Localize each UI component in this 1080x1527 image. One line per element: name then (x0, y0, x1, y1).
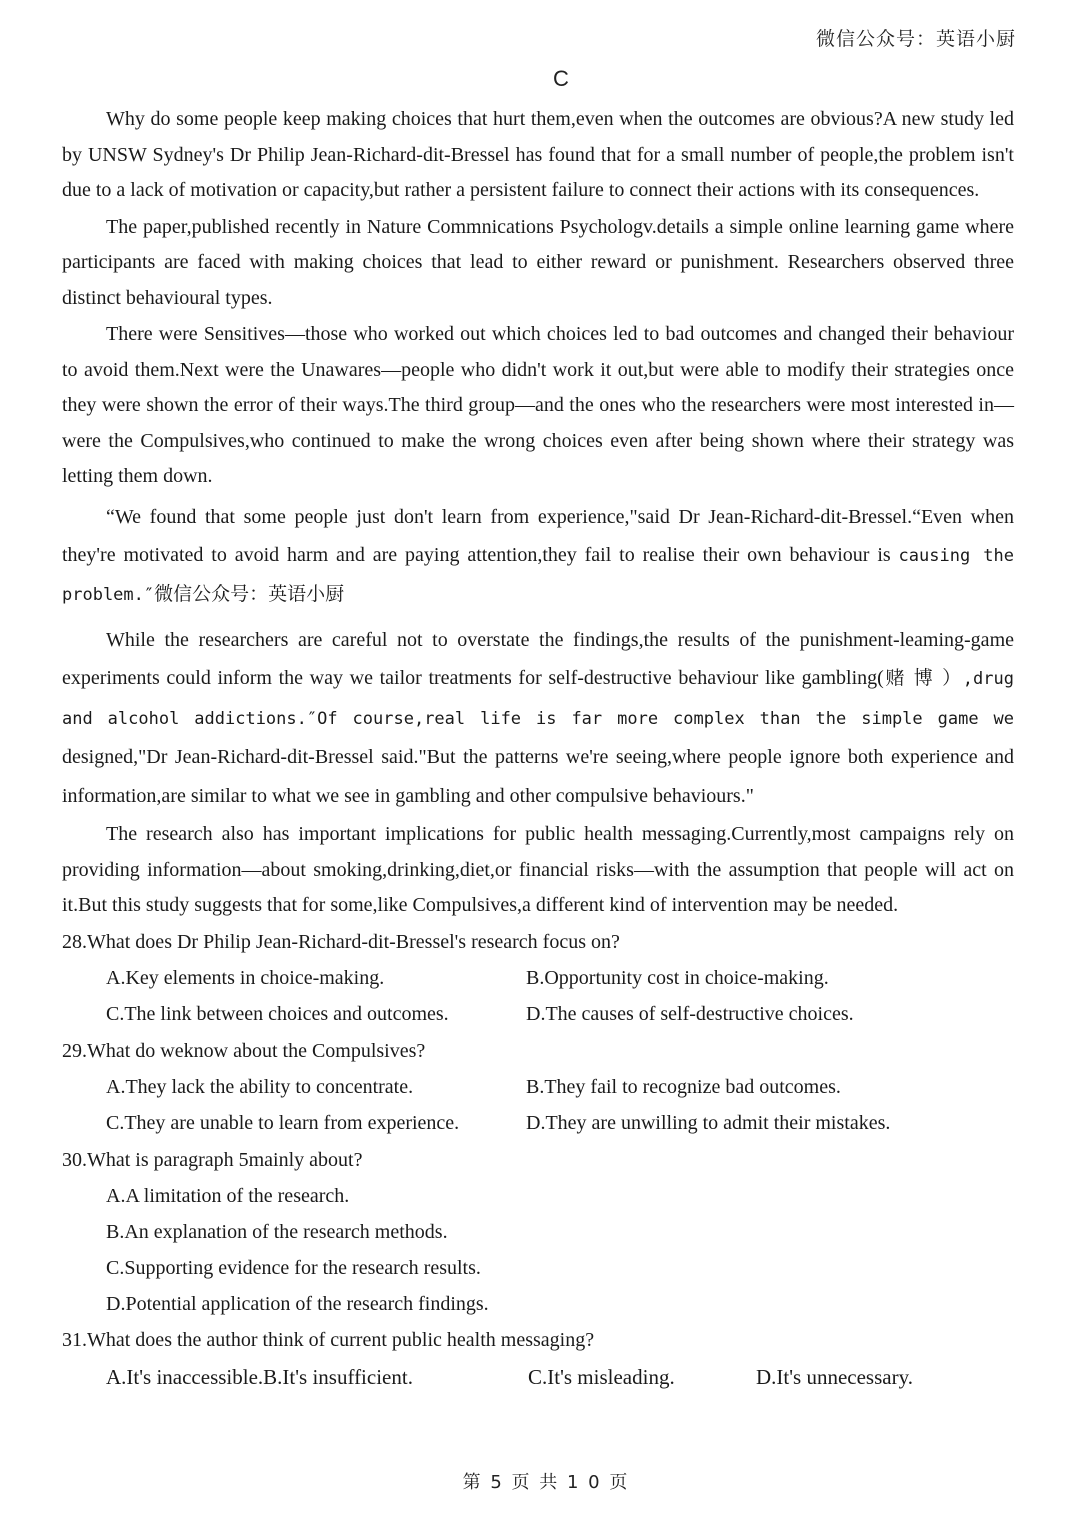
question-31 (62, 1322, 1014, 1396)
question-31-stem: 31.What does the author think of current public health messaging? (62, 1328, 595, 1351)
option-31-ab[interactable]: A.It's inaccessible.B.It's insufficient. (106, 1364, 413, 1389)
option-29-b[interactable]: B.They fail to recognize bad outcomes. (526, 1075, 841, 1098)
page-footer: 第 5 页 共 1 0 页 (462, 1472, 630, 1493)
option-31-c[interactable]: C.It's misleading. (528, 1364, 675, 1389)
paragraph-1: Why do some people keep making choices that hurt them,even when the outcomes are obvious?A new study led by UNSW Sydney's Dr Philip Jean-Richard-dit-Bressel has found that for a small number of people,the problem isn't due to a lack of motivation or capacity,but rather a persistent failure to connect their actions with its consequences. (62, 108, 1014, 201)
paragraph-2: The paper,published recently in Nature Commnications Psychologv.details a simple online learning game where participants are faced with making choices that lead to either reward or punishment. Researchers observed three distinct behavioural types. (62, 215, 1014, 309)
paragraph-5-start: While the researchers are careful not to overstate the findings,the results of the punishment-leaming-game experiments could inform the way we tailor treatments for self-destructive behaviour like gambling( (62, 628, 1014, 689)
inline-watermark: 微信公众号：英语小厨 (154, 582, 345, 605)
option-30-b[interactable]: B.An explanation of the research methods. (106, 1220, 448, 1243)
question-29-row-1 (62, 1069, 1014, 1106)
question-31-row (62, 1358, 1014, 1396)
paragraph-5-mono: ,drug and alcohol addictions.″Of course,real life is far more complex than the simple game we (62, 669, 1014, 729)
header-watermark: 微信公众号：英语小厨 (815, 28, 1016, 50)
paragraph-5-cjk: 赌 博 ） (883, 667, 963, 689)
option-30-c[interactable]: C.Supporting evidence for the research results. (106, 1256, 481, 1279)
paragraph-5 (62, 621, 1014, 816)
question-30-stem: 30.What is paragraph 5mainly about? (62, 1148, 363, 1171)
option-28-d[interactable]: D.The causes of self-destructive choices. (526, 1003, 854, 1025)
option-30-d[interactable]: D.Potential application of the research findings. (106, 1292, 489, 1315)
option-29-c[interactable]: C.They are unable to learn from experience. (106, 1112, 460, 1134)
question-28 (62, 924, 1014, 1033)
paragraph-3: There were Sensitives—those who worked out which choices led to bad outcomes and changed their behaviour to avoid them.Next were the Unawares—people who didn't work it out,but were able to modify their strategies once they were shown the error of their ways.The third group—and the ones who the researchers were most interested in—were the Compulsives,who continued to make the wrong choices even after being shown where their strategy was letting them down. (62, 323, 1014, 487)
option-28-a[interactable]: A.Key elements in choice-making. (106, 966, 385, 989)
question-28-row-1 (62, 960, 1014, 997)
paragraph-4 (62, 498, 1014, 614)
option-28-c[interactable]: C.The link between choices and outcomes. (106, 1003, 449, 1025)
paragraph-4-text: “We found that some people just don't learn from experience,"said Dr Jean-Richard-dit-Bressel.“Even when they're motivated to avoid harm and are paying attention,they fail to realise their own behaviour is (62, 505, 1014, 566)
paragraph-5-end: designed,"Dr Jean-Richard-dit-Bressel said."But the patterns we're seeing,where people ignore both experience and information,are similar to what we see in gambling and other compulsive behaviours." (62, 746, 1014, 807)
question-28-stem: 28.What does Dr Philip Jean-Richard-dit-Bressel's research focus on? (62, 930, 620, 953)
question-29-stem: 29.What do weknow about the Compulsives? (62, 1039, 426, 1062)
paragraph-6: The research also has important implications for public health messaging.Currently,most campaigns rely on providing information—about smoking,drinking,diet,or financial risks—with the assumption that people will act on it.But this study suggests that for some,like Compulsives,a different kind of intervention may be needed. (62, 823, 1014, 916)
section-title: C (553, 66, 569, 91)
option-29-d[interactable]: D.They are unwilling to admit their mistakes. (526, 1112, 891, 1134)
option-30-a[interactable]: A.A limitation of the research. (106, 1184, 350, 1207)
question-29-row-2 (62, 1105, 1014, 1142)
question-29 (62, 1033, 1014, 1142)
paragraph-4-tail: causing the problem.″ (62, 545, 1015, 605)
option-29-a[interactable]: A.They lack the ability to concentrate. (106, 1075, 414, 1098)
question-30 (62, 1142, 1014, 1322)
page-content (62, 102, 1014, 1396)
option-31-d[interactable]: D.It's unnecessary. (756, 1364, 913, 1389)
option-28-b[interactable]: B.Opportunity cost in choice-making. (526, 966, 829, 989)
question-28-row-2 (62, 996, 1014, 1033)
